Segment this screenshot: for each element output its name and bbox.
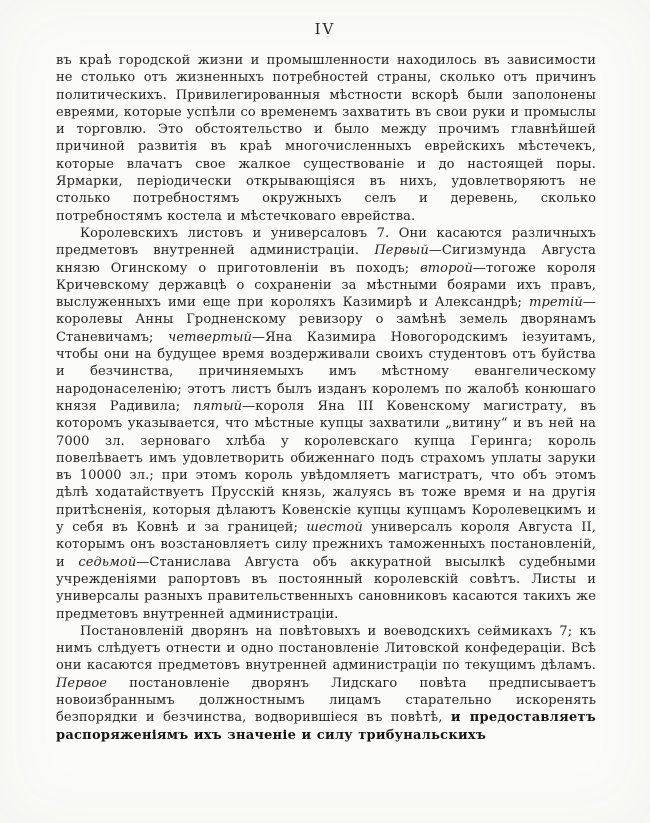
text-run: пятый: [193, 398, 243, 414]
text-run: —Станислава Августа объ аккуратной высылкѣ судебными учрежденіями рапортовъ въ постоянный королевскій совѣтъ. Листы и универсалы разныхъ правительственныхъ сановниковъ касаются такихъ же предметовъ внутренней администраціи.: [56, 554, 596, 622]
text-run: —Сигизмунда Августа князю Огинскому о приготовленіи въ походъ;: [56, 243, 596, 276]
text-run: Королевскихъ листовъ и универсаловъ 7. Они касаются различныхъ предметовъ внутренней администраціи.: [56, 225, 596, 259]
text-run: —королевы Анны Гродненскому ревизору о замѣнѣ земель дворянамъ Станевичамъ;: [56, 295, 596, 345]
text-block: [56, 52, 596, 744]
text-run: —Яна Казимира Новогородскимъ іезуитамъ, чтобы они на будущее время воздерживали своихъ студентовъ отъ буйства и безчинства, причиняемыхъ имъ мѣстному евангелическому народонаселенію; этотъ листъ былъ изданъ королемъ по жалобѣ конюшаго князя Радивила;: [56, 329, 596, 414]
text-run: Постановленій дворянъ на повѣтовыхъ и воеводскихъ сеймикахъ 7; къ нимъ слѣдуетъ отнести и одно постановленіе Литовской конфедераціи. Всѣ они касаются предметовъ внутренней администраціи по текущимъ дѣламъ.: [56, 623, 596, 674]
text-run: третій: [529, 295, 583, 311]
paragraph: [56, 225, 596, 623]
text-run: Первое: [56, 675, 108, 691]
text-run: постановленіе дворянъ Лидскаго повѣта предписываетъ новоизбраннымъ должностнымъ лицамъ старательно искоренять безпорядки и безчинства, водворившіеся въ повѣтѣ,: [56, 675, 596, 726]
text-run: —тогоже короля Кричевскому державцѣ о сохраненіи за мѣстными боярами ихъ правъ, выслуженныхъ ими еще при короляхъ Казимирѣ и Александрѣ;: [56, 260, 596, 311]
text-run: —короля Яна III Ковенскому магистрату, въ которомъ указывается, что мѣстные купцы захватили „витину“ и въ ней на 7000 зл. зерноваго хлѣба у королевскаго купца Геринга; король повелѣваетъ имъ удовлетворить обиженнаго подъ страхомъ уплаты заруки въ 10000 зл.; при этомъ король увѣдомляетъ магистратъ, что объ этомъ дѣлѣ ходатайствуетъ Прусскій князь, жалуясь въ тоже время и на другія притѣсненія, которыя дѣлаютъ Ковенскіе купцы купцамъ Королевецкимъ и у себя въ Ковнѣ и за границей;: [56, 398, 596, 536]
text-run: универсалъ короля Августа II, которымъ онъ возстановляетъ силу прежнихъ таможенныхъ постановленій, и: [56, 520, 596, 570]
text-run: шестой: [306, 520, 363, 536]
text-run: четвертый: [168, 329, 253, 345]
page-number: IV: [314, 20, 336, 38]
text-run: и предоставляетъ распоряженіямъ ихъ значеніе и силу трибунальскихъ: [56, 710, 596, 743]
text-run: седьмой: [78, 554, 137, 570]
paragraph: [56, 623, 596, 744]
text-run: въ краѣ городской жизни и промышленности находилось въ зависимости не столько отъ жизненныхъ потребностей страны, сколько отъ причинъ политическихъ. Привилегированныя мѣстности вскорѣ были заполонены евреями, которые успѣли со временемъ захватить въ свои руки и промыслы и торговлю. Это обстоятельство и было между прочимъ главнѣйшей причиной развитія въ краѣ многочисленныхъ еврейскихъ мѣстечекъ, которые влачатъ свое жалкое существованіе и до настоящей поры. Ярмарки, періодически открывающіяся въ нихъ, удовлетворяютъ не столько потребностямъ окружныхъ селъ и деревень, сколько потребностямъ костела и мѣстечковаго еврейства.: [56, 53, 596, 224]
text-run: Первый: [374, 243, 429, 259]
text-run: второй: [420, 260, 473, 276]
paragraph: [56, 52, 596, 225]
